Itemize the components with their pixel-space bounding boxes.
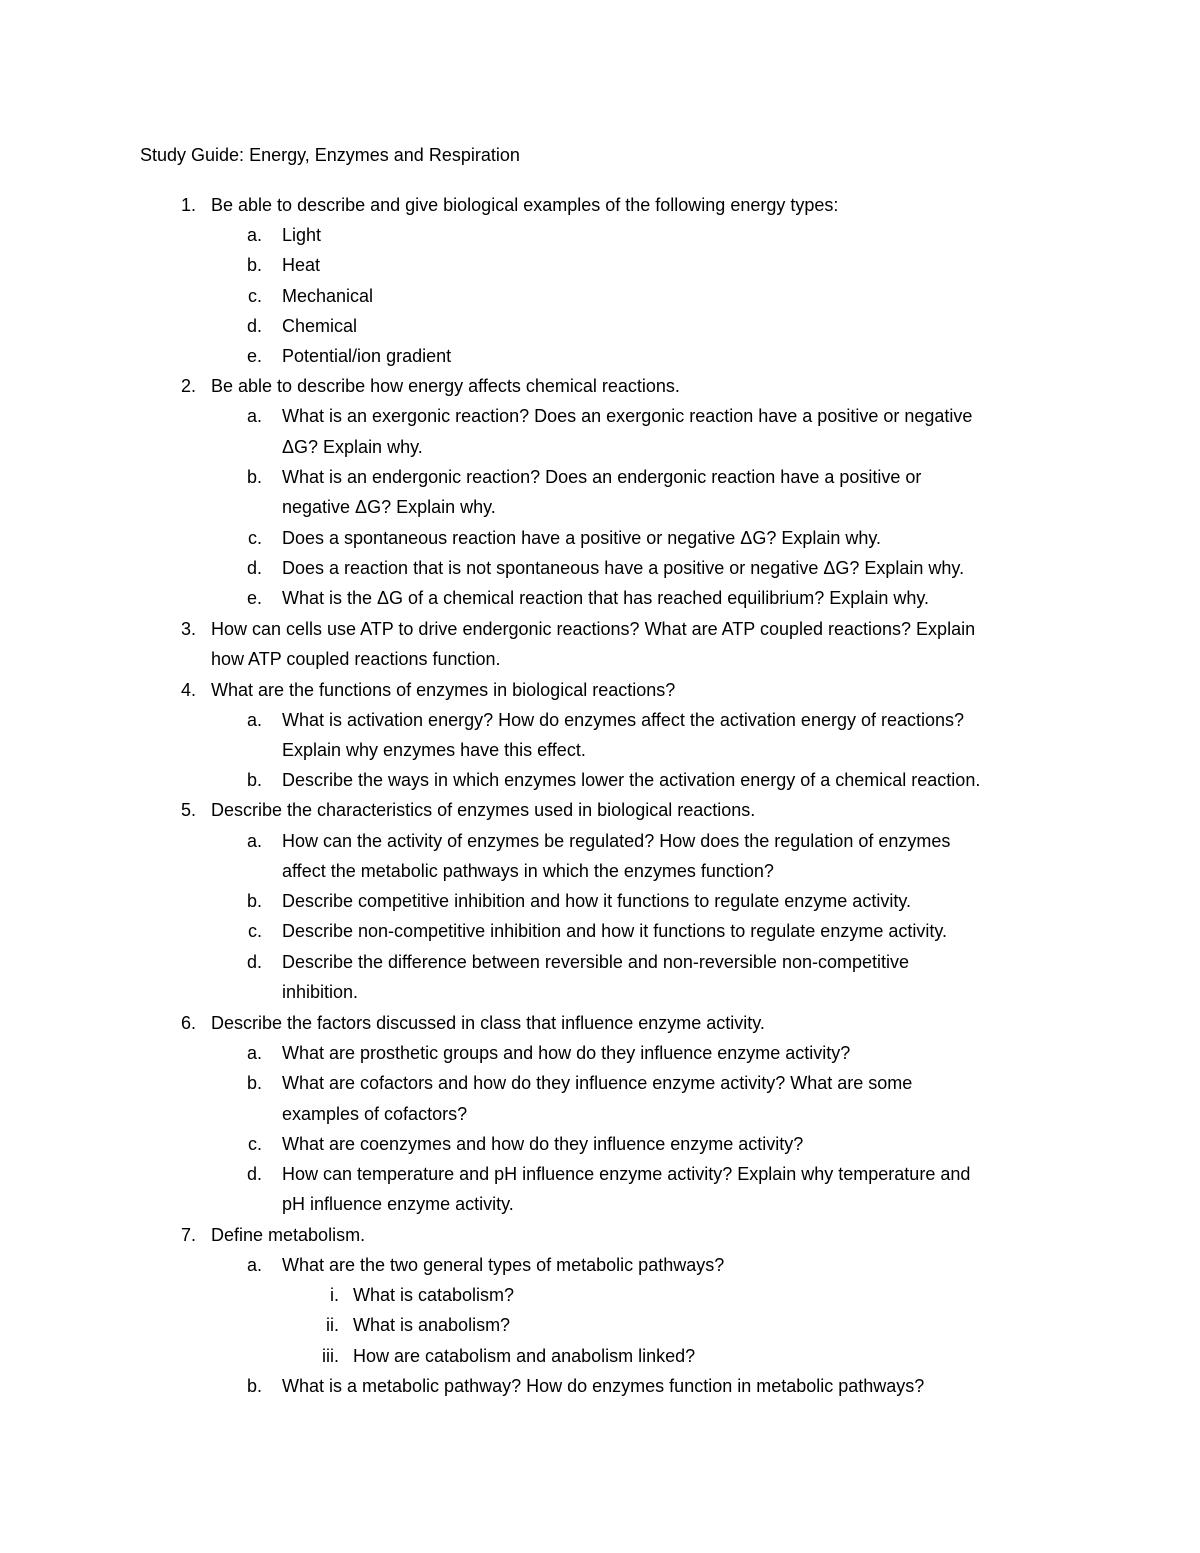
item-text: pH influence enzyme activity. (282, 1194, 514, 1214)
item-text: affect the metabolic pathways in which the enzymes function? (282, 861, 774, 881)
item-text: ΔG? Explain why. (282, 437, 423, 457)
item-text: Light (282, 225, 322, 245)
item-marker: a. (246, 1043, 262, 1063)
item-marker: c. (247, 1134, 262, 1154)
item-text: Describe the factors discussed in class that influence enzyme activity. (211, 1013, 765, 1033)
item-text: Describe the characteristics of enzymes used in biological reactions. (211, 800, 756, 820)
item-text: How can the activity of enzymes be regulated? How does the regulation of enzymes (282, 831, 951, 851)
item-text: Define metabolism. (211, 1225, 366, 1245)
item-text: Chemical (282, 316, 358, 336)
item-marker: a. (246, 710, 262, 730)
item-text: inhibition. (282, 982, 359, 1002)
page-title: Study Guide: Energy, Enzymes and Respiration (140, 145, 520, 165)
item-marker: a. (246, 225, 262, 245)
item-text: How can temperature and pH influence enzyme activity? Explain why temperature and (282, 1164, 971, 1184)
item-text: Describe non-competitive inhibition and how it functions to regulate enzyme activity. (282, 921, 948, 941)
item-text: How are catabolism and anabolism linked? (353, 1346, 696, 1366)
item-marker: d. (246, 558, 262, 578)
item-marker: 6. (180, 1013, 196, 1033)
item-text: What is an exergonic reaction? Does an exergonic reaction have a positive or negative (282, 406, 973, 426)
item-marker: 2. (180, 376, 196, 396)
item-marker: 7. (180, 1225, 196, 1245)
item-text: Describe the ways in which enzymes lower the activation energy of a chemical reaction. (282, 770, 981, 790)
item-text: Does a spontaneous reaction have a positive or negative ΔG? Explain why. (282, 528, 882, 548)
item-text: What is a metabolic pathway? How do enzymes function in metabolic pathways? (282, 1376, 925, 1396)
item-marker: b. (246, 467, 262, 487)
item-text: What are the two general types of metabolic pathways? (282, 1255, 725, 1275)
item-marker: e. (246, 346, 262, 366)
item-text: How can cells use ATP to drive endergonic reactions? What are ATP coupled reactions? Explain (211, 619, 976, 639)
item-marker: d. (246, 316, 262, 336)
item-marker: 4. (180, 680, 196, 700)
item-text: What is catabolism? (353, 1285, 515, 1305)
item-text: What are prosthetic groups and how do they influence enzyme activity? (282, 1043, 851, 1063)
item-text: Describe competitive inhibition and how it functions to regulate enzyme activity. (282, 891, 911, 911)
item-text: Potential/ion gradient (282, 346, 452, 366)
item-marker: b. (246, 891, 262, 911)
item-marker: a. (246, 1255, 262, 1275)
item-text: Be able to describe how energy affects chemical reactions. (211, 376, 680, 396)
item-text: What is the ΔG of a chemical reaction that has reached equilibrium? Explain why. (282, 588, 930, 608)
item-text: What are cofactors and how do they influence enzyme activity? What are some (282, 1073, 913, 1093)
item-marker: 5. (180, 800, 196, 820)
item-marker: b. (246, 255, 262, 275)
item-text: Mechanical (282, 286, 374, 306)
item-marker: c. (247, 921, 262, 941)
item-marker: b. (246, 1376, 262, 1396)
item-marker: ii. (326, 1315, 339, 1335)
item-marker: c. (247, 528, 262, 548)
item-text: Describe the difference between reversible and non-reversible non-competitive (282, 952, 910, 972)
item-text: Heat (282, 255, 321, 275)
item-text: negative ΔG? Explain why. (282, 497, 496, 517)
item-marker: e. (246, 588, 262, 608)
item-text: What are coenzymes and how do they influence enzyme activity? (282, 1134, 804, 1154)
item-text: What is an endergonic reaction? Does an endergonic reaction have a positive or (282, 467, 922, 487)
item-text: What is activation energy? How do enzymes affect the activation energy of reactions? (282, 710, 965, 730)
item-marker: iii. (322, 1346, 339, 1366)
item-marker: 3. (180, 619, 196, 639)
item-text: What is anabolism? (353, 1315, 511, 1335)
item-marker: b. (246, 770, 262, 790)
item-marker: i. (330, 1285, 339, 1305)
item-marker: d. (246, 952, 262, 972)
item-marker: 1. (180, 195, 196, 215)
item-text: examples of cofactors? (282, 1104, 468, 1124)
item-text: Explain why enzymes have this effect. (282, 740, 586, 760)
item-marker: a. (246, 831, 262, 851)
item-text: Be able to describe and give biological examples of the following energy types: (211, 195, 839, 215)
item-marker: d. (246, 1164, 262, 1184)
item-marker: c. (247, 286, 262, 306)
item-text: Does a reaction that is not spontaneous have a positive or negative ΔG? Explain why. (282, 558, 965, 578)
item-marker: a. (246, 406, 262, 426)
item-marker: b. (246, 1073, 262, 1093)
item-text: how ATP coupled reactions function. (211, 649, 501, 669)
item-text: What are the functions of enzymes in biological reactions? (211, 680, 676, 700)
